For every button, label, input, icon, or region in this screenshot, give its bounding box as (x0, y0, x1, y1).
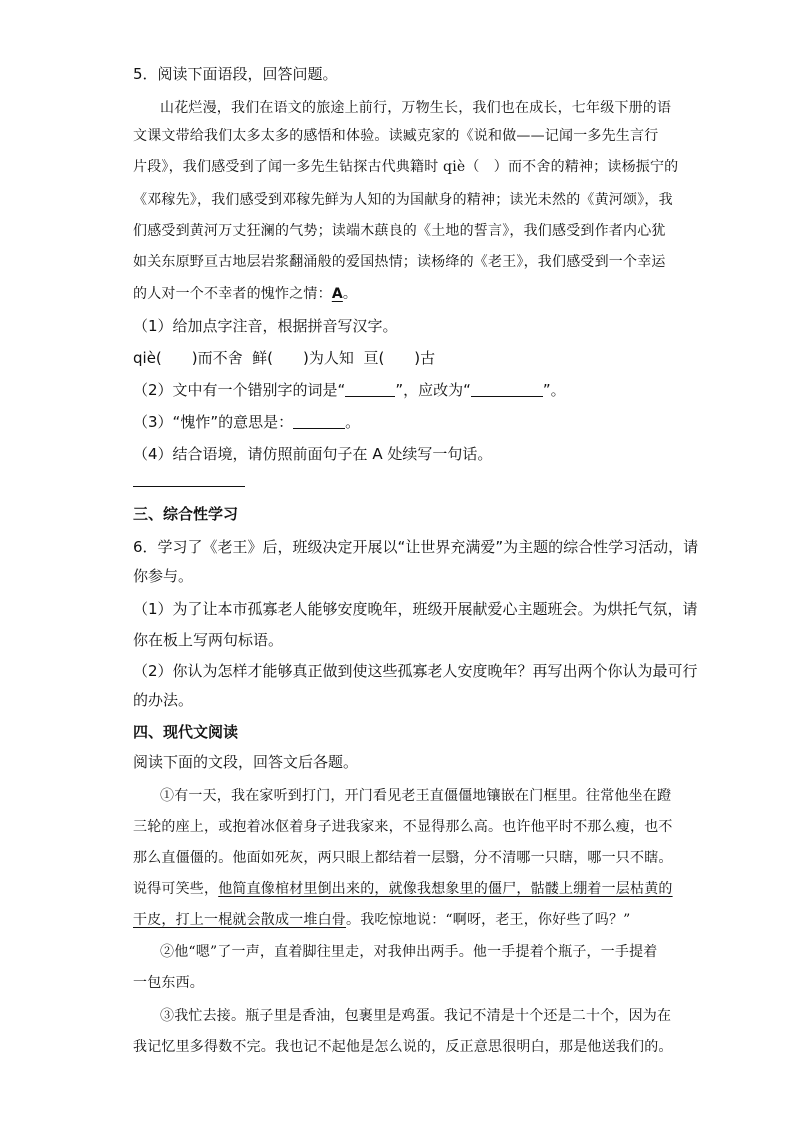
reading-underlined-sentence-part-2: 干皮，打上一棍就会散成一堆白骨 (133, 912, 346, 928)
q5-sub2-text-c: ”。 (542, 381, 566, 399)
q5-passage-line-4: 《邓稼先》，我们感受到邓稼先鲜为人知的为国献身的精神；读光未然的《黄河颂》，我 (133, 192, 673, 208)
q5-passage-line-1: 山花烂漫，我们在语文的旅途上前行，万物生长，我们也在成长，七年级下册的语 (160, 100, 672, 116)
reading-p3-line-1: ③我忙去接。瓶子里是香油，包裹里是鸡蛋。我记不清是十个还是二十个，因为在 (160, 1008, 672, 1024)
q5-passage-line-5: 们感受到黄河万丈狂澜的气势；读端木蕻良的《土地的誓言》，我们感受到作者内心犹 (133, 223, 666, 239)
pinyin-item-gen: 亘( )古 (363, 349, 436, 367)
q5-sub3 (133, 412, 360, 432)
q5-sub2-text-a: （2）文中有一个错别字的词是“ (133, 381, 346, 399)
q5-passage-line-2: 文课文带给我们太多太多的感悟和体验。读臧克家的《说和做——记闻一多先生言行 (133, 128, 659, 144)
q5-mark-a: A (331, 286, 343, 302)
q6-sub2-line-1: （2）你认为怎样才能够真正做到使这些孤寡老人安度晚年？再写出两个你认为最可行 (133, 662, 698, 680)
q5-sub2 (133, 380, 566, 400)
q5-sub3-text: （3）“愧怍”的意思是： (133, 413, 294, 431)
reading-p1-line-4 (133, 879, 673, 899)
pinyin-item-xian: 鲜( )为人知 (252, 349, 354, 367)
q5-passage-last-end: 。 (342, 286, 358, 302)
reading-p1-line-1: ①有一天，我在家听到打门，开门看见老王直僵僵地镶嵌在门框里。往常他坐在蹬 (160, 788, 672, 804)
q5-sub3-blank[interactable] (293, 412, 345, 429)
section3-heading: 三、综合性学习 (133, 505, 239, 523)
q6-sub1-line-2: 你在板上写两句标语。 (133, 631, 284, 649)
q5-passage-line-7 (133, 284, 357, 304)
answer-rule (133, 486, 245, 487)
q6-sub1-line-1: （1）为了让本市孤寡老人能够安度晚年，班级开展献爱心主题班会。为烘托气氛，请 (133, 600, 698, 618)
reading-p2-line-1: ②他“嗯”了一声，直着脚往里走，对我伸出两手。他一手提着个瓶子，一手提着 (160, 944, 658, 960)
pinyin-item-qie: qiè( )而不舍 (133, 349, 243, 367)
reading-p1-line-2: 三轮的座上，或抱着冰伛着身子进我家来，不显得那么高。也许他平时不那么瘦，也不 (133, 819, 673, 835)
q5-passage-line-3: 片段》，我们感受到了闻一多先生钻探古代典籍时 qiè（ ）而不舍的精神；读杨振宁的 (133, 159, 679, 175)
q5-sub1: （1）给加点字注音，根据拼音写汉字。 (133, 317, 398, 335)
q5-pinyin-row (133, 348, 435, 368)
q5-passage-last-text: 的人对一个不幸者的愧怍之情： (133, 286, 332, 302)
q6-line-1: 6．学习了《老王》后，班级决定开展以“让世界充满爱”为主题的综合性学习活动，请 (133, 538, 699, 556)
q6-sub2-line-2: 的办法。 (133, 691, 194, 709)
q5-sub2-blank-1[interactable] (345, 380, 395, 397)
reading-underlined-sentence-part-1: 他简直像棺材里倒出来的，就像我想象里的僵尸，骷髅上绷着一层枯黄的 (218, 881, 673, 897)
reading-p1-line-3: 那么直僵僵的。他面如死灰，两只眼上都结着一层翳，分不清哪一只瞎，哪一只不瞎。 (133, 850, 673, 866)
q5-sub2-blank-2[interactable] (471, 380, 543, 397)
reading-p1-line-5 (133, 910, 631, 930)
q5-title: 5．阅读下面语段，回答问题。 (133, 65, 338, 83)
section4-instruction: 阅读下面的文段，回答文后各题。 (133, 753, 359, 771)
reading-p1-line-4-plain: 说得可笑些， (133, 881, 219, 897)
q5-sub3-end: 。 (345, 413, 361, 431)
q6-line-2: 你参与。 (133, 567, 194, 585)
reading-p3-line-2: 我记忆里多得数不完。我也记不起他是怎么说的，反正意思很明白，那是他送我们的。 (133, 1039, 673, 1055)
q5-sub2-text-b: ”，应改为“ (395, 381, 471, 399)
q5-sub4: （4）结合语境，请仿照前面句子在 A 处续写一句话。 (133, 445, 493, 463)
q5-passage-line-6: 如关东原野亘古地层岩浆翻涌般的爱国热情；读杨绛的《老王》，我们感受到一个幸运 (133, 254, 666, 270)
reading-p2-line-2: 一包东西。 (133, 975, 204, 991)
reading-p1-line-5-plain: 。我吃惊地说：“啊呀，老王，你好些了吗？” (346, 912, 631, 928)
section4-heading: 四、现代文阅读 (133, 723, 239, 741)
